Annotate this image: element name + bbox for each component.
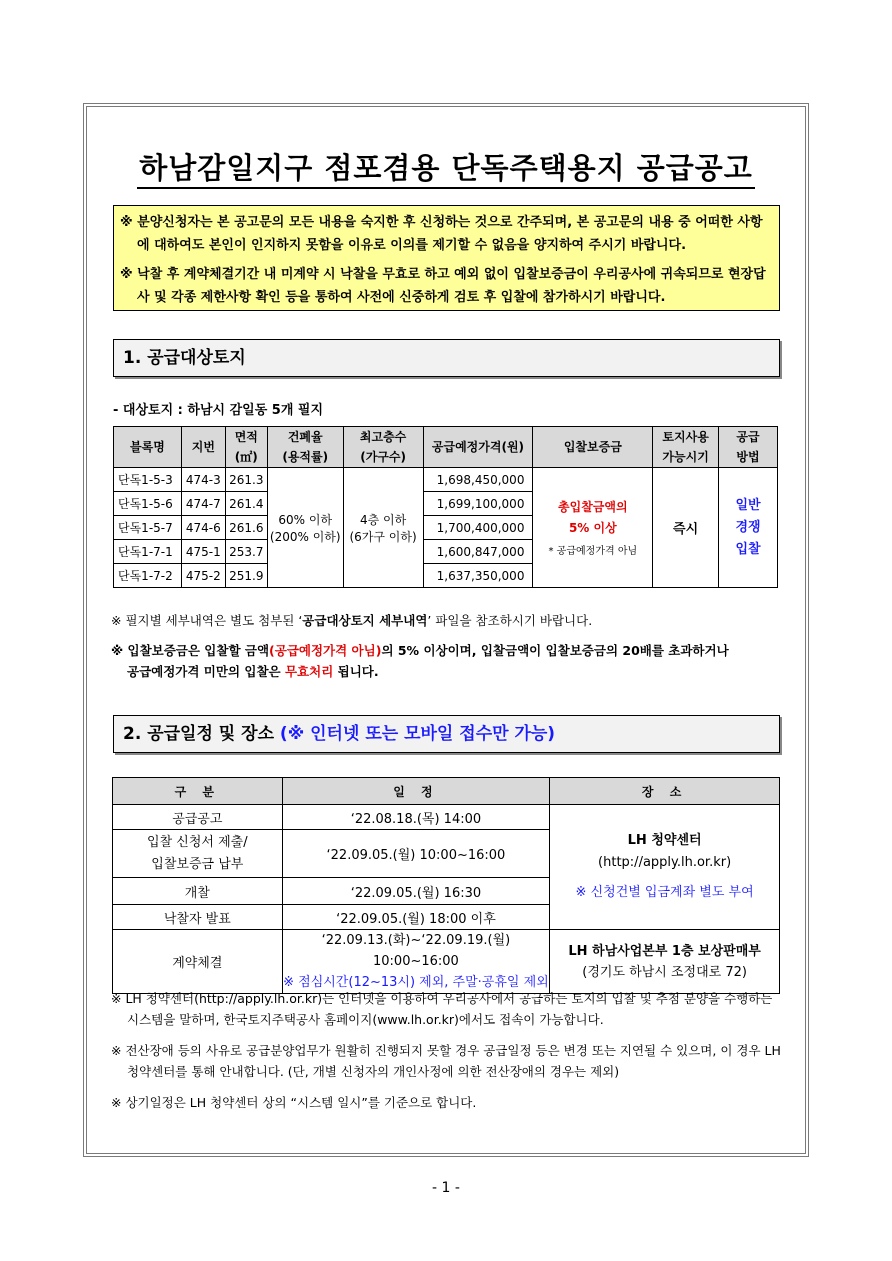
- land-table: [113, 426, 778, 588]
- cell-item: 개찰: [113, 878, 283, 905]
- cell-deposit: 총입찰금액의 5% 이상 * 공급예정가격 아님: [533, 468, 653, 588]
- cell-price: 1,637,350,000: [423, 564, 533, 588]
- cell-price: 1,698,450,000: [423, 468, 533, 492]
- footnotes: [111, 988, 786, 1113]
- header-coverage: 건폐율 (용적률): [267, 427, 343, 468]
- cell-block: 단독1-5-3: [114, 468, 182, 492]
- notice-box: [113, 205, 780, 311]
- cell-place-online: LH 청약센터 (http://apply.lh.or.kr) ※ 신청건별 입금계좌 별도 부여: [550, 805, 780, 930]
- target-land-label: - 대상토지 : 하남시 감일동 5개 필지: [113, 403, 324, 418]
- schedule-table: [112, 777, 780, 994]
- cell-area: 251.9: [225, 564, 267, 588]
- cell-date: ‘22.09.05.(월) 10:00~16:00: [282, 830, 550, 878]
- cell-price: 1,699,100,000: [423, 492, 533, 516]
- header-block: 블록명: [114, 427, 182, 468]
- cell-area: 261.6: [225, 516, 267, 540]
- cell-method: 일반 경쟁 입찰: [719, 468, 778, 588]
- cell-lot: 475-1: [181, 540, 225, 564]
- header-area: 면적 (㎡): [225, 427, 267, 468]
- cell-price: 1,700,400,000: [423, 516, 533, 540]
- cell-item: 낙찰자 발표: [113, 905, 283, 930]
- cell-lot: 474-6: [181, 516, 225, 540]
- cell-lot: 474-3: [181, 468, 225, 492]
- header-deposit: 입찰보증금: [533, 427, 653, 468]
- cell-item: 계약체결: [113, 930, 283, 994]
- section-heading-2: 2. 공급일정 및 장소 (※ 인터넷 또는 모바일 접수만 가능): [113, 715, 780, 753]
- cell-land-use: 즉시: [653, 468, 719, 588]
- note-parcel-details: ※ 필지별 세부내역은 별도 첨부된 ‘공급대상토지 세부내역’ 파일을 참조하시기 바랍니다.: [111, 613, 593, 628]
- note-deposit: ※ 입찰보증금은 입찰할 금액(공급예정가격 아님)의 5% 이상이며, 입찰금액이 입찰보증금의 20배를 초과하거나 공급예정가격 미만의 입찰은 무효처리 됩니다.: [111, 643, 729, 679]
- cell-date: ‘22.08.18.(목) 14:00: [282, 805, 550, 830]
- cell-block: 단독1-7-1: [114, 540, 182, 564]
- notice-line: ※ 분양신청자는 본 공고문의 모든 내용을 숙지한 후 신청하는 것으로 간주되며, 본 공고문의 내용 중 어떠한 사항에 대하여도 본인이 인지하지 못함을 이유로 이의를 제기할 수 없음을 양지하여 주시기 바랍니다.: [120, 215, 763, 253]
- table-header-row: [113, 778, 780, 805]
- cell-place-office: LH 하남사업본부 1층 보상판매부 (경기도 하남시 조정대로 72): [550, 930, 780, 994]
- cell-block: 단독1-7-2: [114, 564, 182, 588]
- notice-line: ※ 낙찰 후 계약체결기간 내 미계약 시 낙찰을 무효로 하고 예외 없이 입찰보증금이 우리공사에 귀속되므로 현장답사 및 각종 제한사항 확인 등을 통하여 사전에 신중하게 검토 후 입찰에 참가하시기 바랍니다.: [120, 267, 766, 305]
- table-row: [113, 805, 780, 830]
- footnote: ※ LH 청약센터(http://apply.lh.or.kr)는 인터넷을 이용하여 우리공사에서 공급하는 토지의 입찰 및 추첨 분양을 수행하는 시스템을 말하며, 한국토지주택공사 홈페이지(www.lh.or.kr)에서도 접속이 가능합니다.: [111, 991, 773, 1027]
- cell-block: 단독1-5-6: [114, 492, 182, 516]
- table-row: [114, 468, 778, 492]
- header-category: 구 분: [113, 778, 283, 805]
- cell-lot: 475-2: [181, 564, 225, 588]
- cell-area: 253.7: [225, 540, 267, 564]
- cell-date: ‘22.09.13.(화)~‘22.09.19.(월) 10:00~16:00 ※ 점심시간(12~13시) 제외, 주말·공휴일 제외: [282, 930, 550, 994]
- page-number: - 1 -: [432, 1180, 460, 1196]
- cell-date: ‘22.09.05.(월) 16:30: [282, 878, 550, 905]
- header-method: 공급 방법: [719, 427, 778, 468]
- section-heading-1: 1. 공급대상토지: [113, 339, 780, 377]
- header-place: 장 소: [550, 778, 780, 805]
- header-price: 공급예정가격(원): [423, 427, 533, 468]
- table-row: [113, 930, 780, 994]
- table-header-row: [114, 427, 778, 468]
- header-lot: 지번: [181, 427, 225, 468]
- page-title: 하남감일지구 점포겸용 단독주택용지 공급공고: [0, 146, 892, 187]
- cell-area: 261.3: [225, 468, 267, 492]
- header-schedule: 일 정: [282, 778, 550, 805]
- cell-item: 입찰 신청서 제출/ 입찰보증금 납부: [113, 830, 283, 878]
- cell-floors: 4층 이하 (6가구 이하): [343, 468, 423, 588]
- cell-price: 1,600,847,000: [423, 540, 533, 564]
- header-floors: 최고층수 (가구수): [343, 427, 423, 468]
- cell-lot: 474-7: [181, 492, 225, 516]
- cell-block: 단독1-5-7: [114, 516, 182, 540]
- footnote: ※ 상기일정은 LH 청약센터 상의 “시스템 일시”를 기준으로 합니다.: [111, 1095, 477, 1110]
- header-land-use: 토지사용 가능시기: [653, 427, 719, 468]
- footnote: ※ 전산장애 등의 사유로 공급분양업무가 원활히 진행되지 못할 경우 공급일정 등은 변경 또는 지연될 수 있으며, 이 경우 LH 청약센터를 통해 안내합니다. (단, 개별 신청자의 개인사정에 의한 전산장애의 경우는 제외): [111, 1043, 781, 1079]
- cell-item: 공급공고: [113, 805, 283, 830]
- cell-area: 261.4: [225, 492, 267, 516]
- cell-date: ‘22.09.05.(월) 18:00 이후: [282, 905, 550, 930]
- cell-coverage: 60% 이하 (200% 이하): [267, 468, 343, 588]
